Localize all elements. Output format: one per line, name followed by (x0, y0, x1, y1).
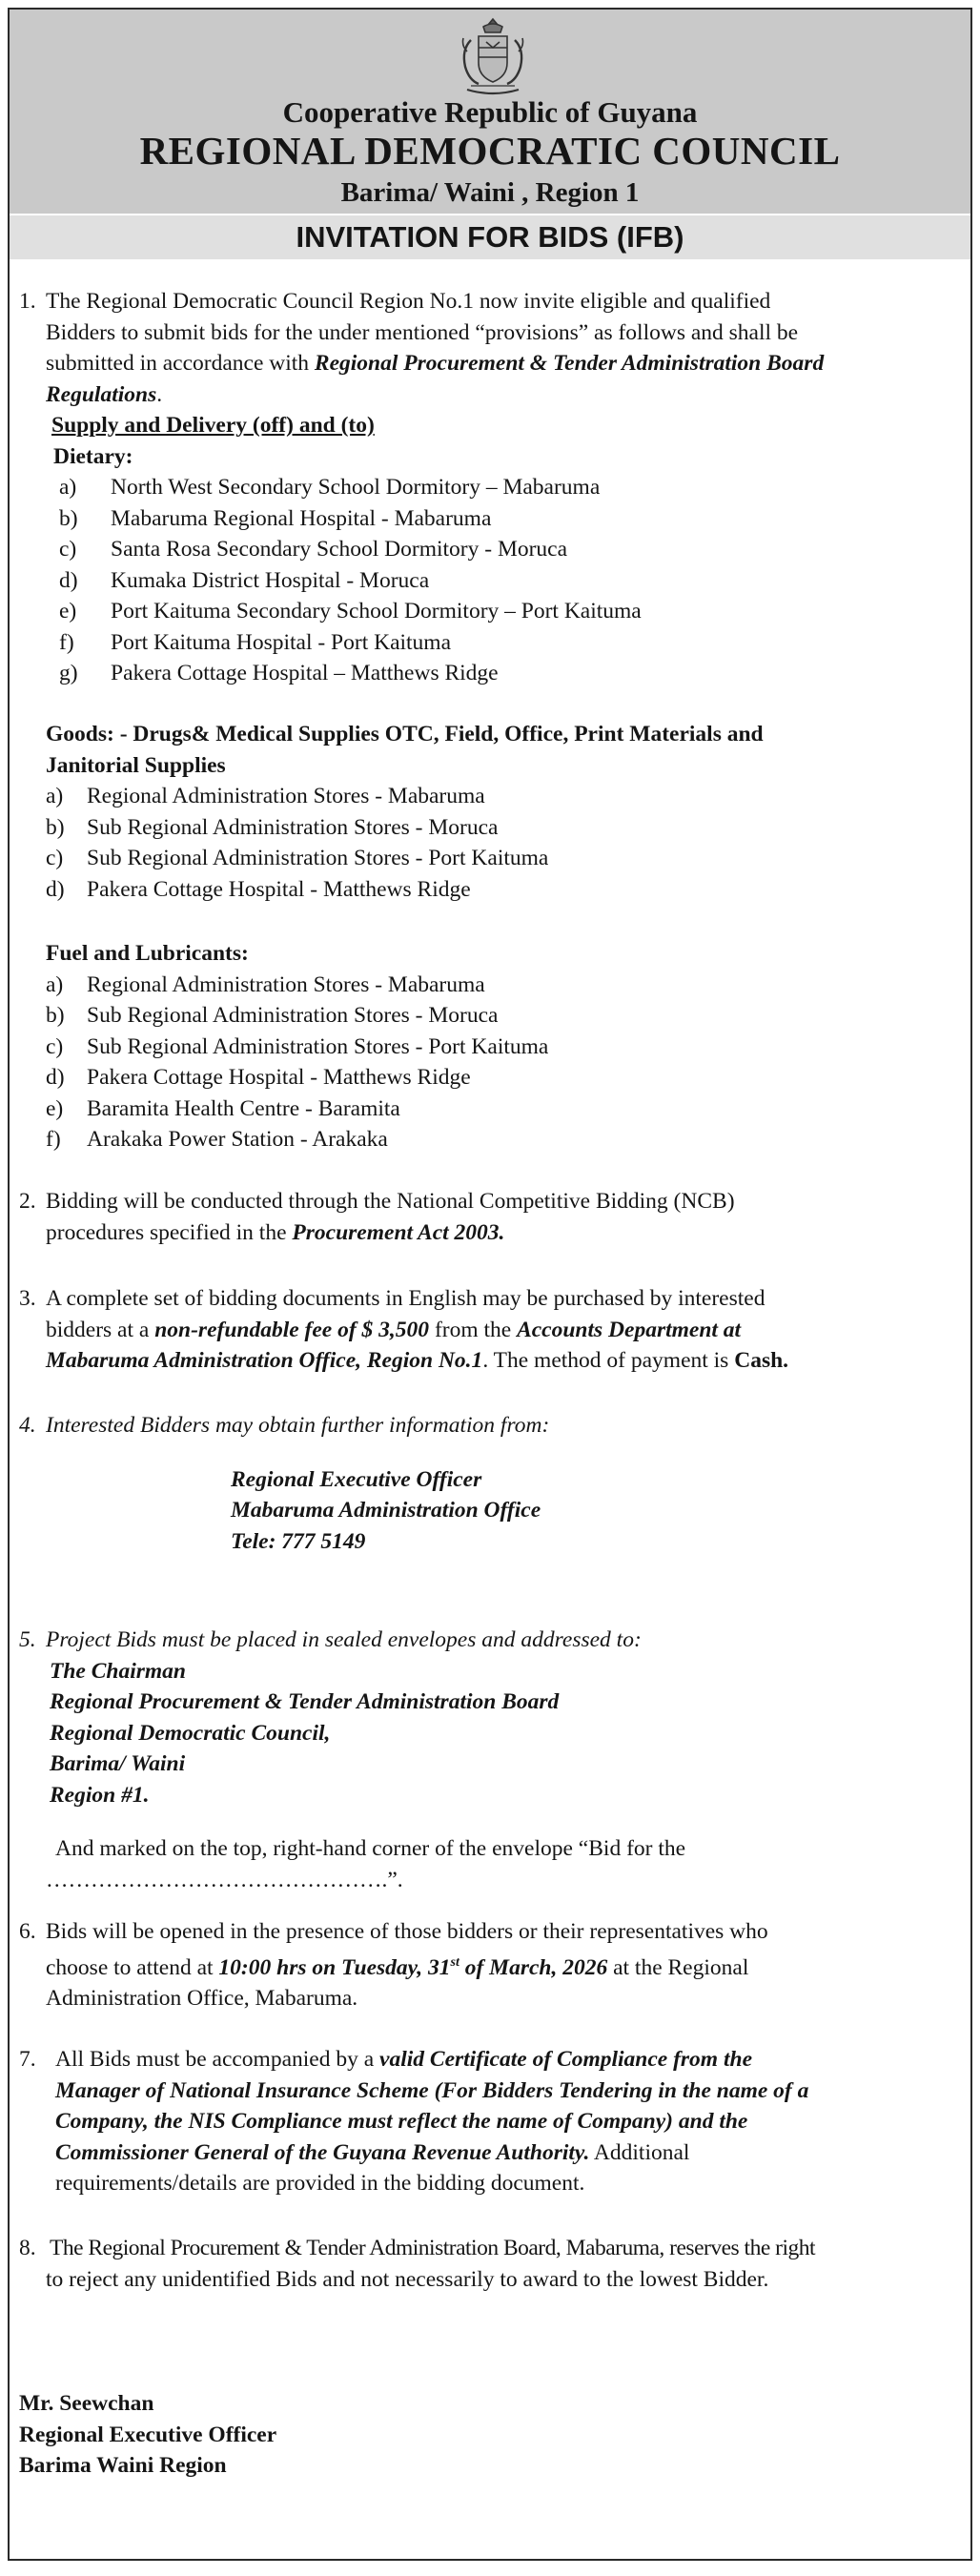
marked-line: ……………………………………….”. (46, 1867, 403, 1892)
list-letter: b) (46, 1003, 65, 1028)
text-run: at the Regional (607, 1954, 749, 1980)
text-run-bold: Cash. (734, 1348, 789, 1373)
dietary-heading: Dietary: (53, 443, 133, 469)
list-item (10, 1032, 953, 1063)
section-1 (10, 286, 953, 689)
list-text: Mabaruma Regional Hospital - Mabaruma (111, 505, 492, 531)
contact-line: Regional Executive Officer (231, 1466, 482, 1492)
list-item (10, 1062, 953, 1094)
list-text: Port Kaituma Secondary School Dormitory – Port Kaituma (111, 599, 642, 624)
section-4 (10, 1410, 953, 1557)
signature-block (10, 2388, 953, 2482)
region-name: Barima/ Waini , Region 1 (340, 177, 640, 208)
section-6 (10, 1916, 953, 2014)
paragraph-line: Administration Office, Mabaruma. (46, 1985, 358, 2011)
section-number: 6. (19, 1919, 36, 1944)
list-letter: c) (46, 1033, 64, 1059)
paragraph-line: The Regional Democratic Council Region No.1 now invite eligible and qualified (46, 289, 771, 314)
ordinal-suffix: st (450, 1954, 459, 1970)
section-number: 7. (19, 2047, 36, 2072)
list-letter: c) (46, 846, 64, 870)
text-run: . The method of payment is (482, 1348, 735, 1373)
list-text: Regional Administration Stores - Mabaruma (87, 971, 485, 997)
paragraph-line (10, 1315, 953, 1346)
text-run-emphasis: non-refundable fee of $ 3,500 (154, 1317, 430, 1342)
marked-line: And marked on the top, right-hand corner of the envelope “Bid for the (55, 1836, 686, 1861)
goods-heading-cont: Janitorial Supplies (46, 752, 226, 778)
list-item (10, 1000, 953, 1032)
list-item (10, 970, 953, 1001)
list-item (10, 1094, 953, 1125)
country-name: Cooperative Republic of Guyana (282, 95, 698, 129)
list-text: Port Kaituma Hospital - Port Kaituma (111, 629, 452, 655)
text-run: procedures specified in the (46, 1219, 293, 1245)
paragraph-line: Bidders to submit bids for the under mentioned “provisions” as follows and shall be (46, 319, 799, 345)
paragraph-line: Interested Bidders may obtain further information from: (46, 1413, 550, 1438)
paragraph-line: Manager of National Insurance Scheme (For Bidders Tendering in the name of a (55, 2077, 809, 2103)
list-letter: f) (46, 1127, 61, 1152)
list-text: Baramita Health Centre - Baramita (87, 1095, 400, 1121)
list-item (10, 843, 953, 874)
paragraph-line: A complete set of bidding documents in English may be purchased by interested (46, 1286, 766, 1311)
text-run-emphasis: Commissioner General of the Guyana Revenue Authority. (55, 2139, 590, 2165)
paragraph-line (10, 1948, 953, 1983)
address-line: Regional Democratic Council, (50, 1720, 331, 1746)
text-run: from the (429, 1317, 518, 1342)
list-item (10, 596, 953, 627)
paragraph-line (10, 1217, 953, 1249)
section-number: 3. (19, 1286, 36, 1311)
section-3 (10, 1283, 953, 1377)
section-8 (10, 2233, 953, 2295)
list-letter: c) (59, 537, 77, 562)
signatory-name: Mr. Seewchan (19, 2391, 154, 2416)
list-item (10, 472, 953, 503)
guyana-coat-of-arms-icon (450, 13, 536, 99)
text-run: choose to attend at (46, 1954, 219, 1980)
list-item (10, 658, 953, 689)
contact-phone: Tele: 777 5149 (231, 1528, 366, 1554)
text-run-emphasis: of March, 2026 (459, 1954, 608, 1980)
paragraph-line (10, 348, 953, 379)
section-number: 8. (19, 2236, 36, 2260)
section-number: 2. (19, 1189, 36, 1214)
supply-heading: Supply and Delivery (off) and (to) (51, 413, 375, 438)
text-run: . (156, 381, 163, 407)
text-run-emphasis: Regional Procurement & Tender Administration Board (314, 351, 825, 376)
text-run-emphasis: Accounts Department at (517, 1317, 742, 1342)
list-item (10, 812, 953, 844)
section-2 (10, 1186, 953, 1248)
list-item (10, 1124, 953, 1155)
list-item (10, 627, 953, 659)
list-letter: b) (59, 505, 78, 531)
paragraph-line: requirements/details are provided in the bidding document. (55, 2171, 585, 2196)
list-text: Pakera Cottage Hospital - Matthews Ridge (87, 1065, 471, 1090)
paragraph-line: The Regional Procurement & Tender Administration Board, Mabaruma, reserves the right (50, 2236, 816, 2260)
list-letter: d) (59, 567, 78, 593)
list-text: Kumaka District Hospital - Moruca (111, 567, 430, 593)
list-letter: d) (46, 876, 65, 902)
list-text: Pakera Cottage Hospital – Matthews Ridge (111, 661, 499, 685)
goods-list (10, 781, 953, 905)
paragraph-line: to reject any unidentified Bids and not necessarily to award to the lowest Bidder. (46, 2266, 769, 2292)
list-text: Sub Regional Administration Stores - Moruca (87, 1003, 499, 1028)
paragraph-line (10, 2137, 953, 2169)
fuel-block (10, 938, 953, 1155)
address-line: Barima/ Waini (50, 1751, 186, 1776)
list-item (10, 565, 953, 597)
list-item (10, 874, 953, 906)
list-text: Arakaka Power Station - Arakaka (87, 1127, 388, 1152)
paragraph-line (10, 2044, 953, 2075)
text-run-emphasis: Regulations (46, 381, 157, 407)
list-letter: f) (59, 629, 74, 655)
signatory-region: Barima Waini Region (19, 2453, 227, 2478)
paragraph-line (10, 1345, 953, 1377)
section-7 (10, 2044, 953, 2199)
paragraph-line (10, 379, 953, 411)
section-5 (10, 1625, 953, 1895)
list-letter: d) (46, 1065, 65, 1090)
advertisement-page (8, 8, 972, 2561)
list-item (10, 781, 953, 812)
text-run-emphasis: Procurement Act 2003. (292, 1219, 505, 1245)
dietary-list (10, 472, 953, 689)
list-text: Sub Regional Administration Stores - Moruca (87, 814, 499, 840)
section-number: 4. (19, 1413, 36, 1438)
list-text: Pakera Cottage Hospital - Matthews Ridge (87, 876, 471, 902)
list-text: Sub Regional Administration Stores - Port Kaituma (87, 846, 549, 870)
list-item (10, 503, 953, 535)
text-run-emphasis: 10:00 hrs on Tuesday, 31 (218, 1954, 451, 1980)
header-banner (10, 10, 970, 214)
list-text: Santa Rosa Secondary School Dormitory - Moruca (111, 537, 568, 562)
signatory-title: Regional Executive Officer (19, 2422, 277, 2447)
text-run: All Bids must be accompanied by a (55, 2047, 380, 2072)
list-text: Sub Regional Administration Stores - Port Kaituma (87, 1033, 549, 1059)
list-text: Regional Administration Stores - Mabaruma (87, 784, 485, 808)
text-run: submitted in accordance with (46, 351, 315, 376)
section-number: 5. (19, 1627, 36, 1652)
list-text: North West Secondary School Dormitory – Mabaruma (111, 475, 601, 500)
address-line: Region #1. (50, 1782, 150, 1808)
council-name: REGIONAL DEMOCRATIC COUNCIL (139, 129, 841, 173)
list-item (10, 534, 953, 565)
paragraph-line: Bids will be opened in the presence of those bidders or their representatives who (46, 1919, 768, 1944)
list-letter: g) (59, 661, 78, 685)
address-line: Regional Procurement & Tender Administration Board (50, 1689, 560, 1714)
fuel-list (10, 970, 953, 1155)
list-letter: a) (46, 971, 64, 997)
text-run-emphasis: valid Certificate of Compliance from the (379, 2047, 752, 2072)
list-letter: a) (59, 475, 77, 500)
goods-block (10, 719, 953, 905)
paragraph-line: Company, the NIS Compliance must reflect the name of Company) and the (55, 2109, 748, 2134)
list-letter: e) (59, 599, 77, 624)
fuel-heading: Fuel and Lubricants: (46, 941, 249, 966)
section-number: 1. (19, 289, 36, 314)
contact-line: Mabaruma Administration Office (231, 1498, 541, 1523)
list-letter: b) (46, 814, 65, 840)
text-run: Additional (589, 2139, 690, 2165)
paragraph-line: Bidding will be conducted through the National Competitive Bidding (NCB) (46, 1189, 735, 1214)
list-letter: e) (46, 1095, 64, 1121)
paragraph-line: Project Bids must be placed in sealed envelopes and addressed to: (46, 1627, 642, 1652)
list-letter: a) (46, 784, 64, 808)
text-run: bidders at a (46, 1317, 155, 1342)
title-bar (10, 214, 970, 259)
page-title: INVITATION FOR BIDS (IFB) (296, 220, 684, 254)
address-line: The Chairman (50, 1658, 186, 1684)
text-run-emphasis: Mabaruma Administration Office, Region No.1 (46, 1348, 483, 1373)
goods-heading: Goods: - Drugs& Medical Supplies OTC, Field, Office, Print Materials and (46, 722, 764, 746)
